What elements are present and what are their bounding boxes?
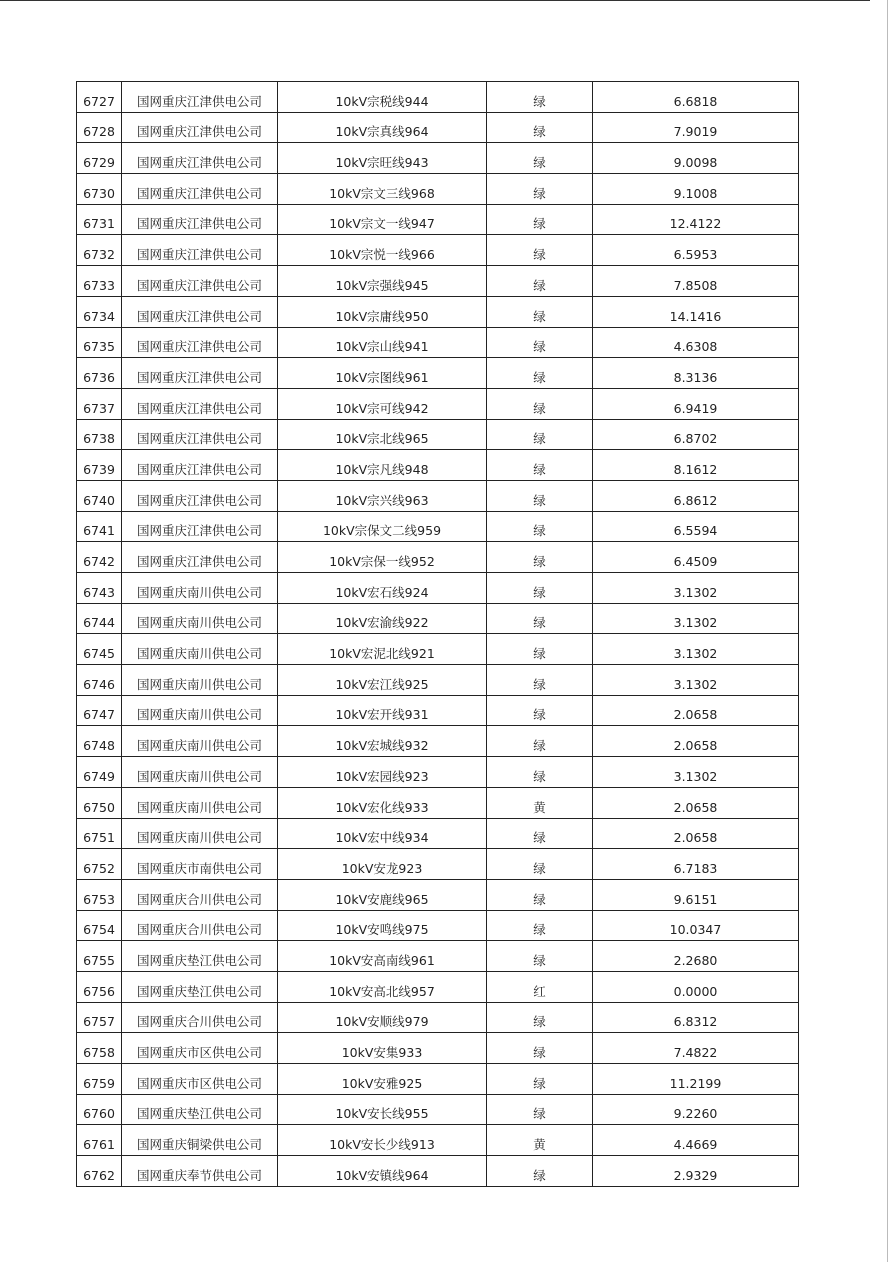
row-number-cell: 6735	[77, 327, 122, 358]
company-cell: 国网重庆江津供电公司	[122, 480, 278, 511]
row-number-cell: 6752	[77, 849, 122, 880]
row-number-cell: 6734	[77, 296, 122, 327]
line-name-cell: 10kV宗北线965	[278, 419, 487, 450]
line-name-cell: 10kV宏开线931	[278, 695, 487, 726]
row-number-cell: 6757	[77, 1002, 122, 1033]
page-edge	[887, 0, 888, 1262]
row-number-cell: 6748	[77, 726, 122, 757]
status-cell: 绿	[487, 327, 593, 358]
company-cell: 国网重庆江津供电公司	[122, 112, 278, 143]
row-number-cell: 6731	[77, 204, 122, 235]
row-number-cell: 6743	[77, 573, 122, 604]
company-cell: 国网重庆合川供电公司	[122, 910, 278, 941]
status-cell: 绿	[487, 757, 593, 788]
status-cell: 绿	[487, 358, 593, 389]
status-cell: 绿	[487, 879, 593, 910]
value-cell: 9.0098	[593, 143, 799, 174]
value-cell: 12.4122	[593, 204, 799, 235]
row-number-cell: 6740	[77, 480, 122, 511]
table-row	[77, 112, 799, 143]
company-cell: 国网重庆江津供电公司	[122, 143, 278, 174]
company-cell: 国网重庆市区供电公司	[122, 1064, 278, 1095]
line-name-cell: 10kV宏江线925	[278, 665, 487, 696]
value-cell: 2.0658	[593, 726, 799, 757]
table-row	[77, 634, 799, 665]
line-name-cell: 10kV宗文一线947	[278, 204, 487, 235]
table-row	[77, 1125, 799, 1156]
status-cell: 绿	[487, 1033, 593, 1064]
line-name-cell: 10kV安鹿线965	[278, 879, 487, 910]
status-cell: 绿	[487, 480, 593, 511]
company-cell: 国网重庆市南供电公司	[122, 849, 278, 880]
table-row	[77, 204, 799, 235]
value-cell: 2.0658	[593, 818, 799, 849]
status-cell: 绿	[487, 1064, 593, 1095]
value-cell: 11.2199	[593, 1064, 799, 1095]
line-name-cell: 10kV宏石线924	[278, 573, 487, 604]
company-cell: 国网重庆江津供电公司	[122, 419, 278, 450]
line-name-cell: 10kV宏渝线922	[278, 603, 487, 634]
line-name-cell: 10kV宗文三线968	[278, 174, 487, 205]
value-cell: 4.6308	[593, 327, 799, 358]
row-number-cell: 6741	[77, 511, 122, 542]
value-cell: 7.4822	[593, 1033, 799, 1064]
table-row	[77, 143, 799, 174]
table-row	[77, 358, 799, 389]
row-number-cell: 6760	[77, 1094, 122, 1125]
value-cell: 6.8312	[593, 1002, 799, 1033]
status-cell: 绿	[487, 573, 593, 604]
row-number-cell: 6737	[77, 388, 122, 419]
line-name-cell: 10kV安顺线979	[278, 1002, 487, 1033]
row-number-cell: 6746	[77, 665, 122, 696]
table-row	[77, 910, 799, 941]
value-cell: 6.9419	[593, 388, 799, 419]
status-cell: 绿	[487, 266, 593, 297]
value-cell: 3.1302	[593, 634, 799, 665]
line-name-cell: 10kV宗庸线950	[278, 296, 487, 327]
table-row	[77, 235, 799, 266]
row-number-cell: 6738	[77, 419, 122, 450]
company-cell: 国网重庆南川供电公司	[122, 634, 278, 665]
company-cell: 国网重庆南川供电公司	[122, 726, 278, 757]
line-name-cell: 10kV宗图线961	[278, 358, 487, 389]
status-cell: 黄	[487, 787, 593, 818]
line-name-cell: 10kV宏泥北线921	[278, 634, 487, 665]
table-row	[77, 450, 799, 481]
status-cell: 绿	[487, 1002, 593, 1033]
line-name-cell: 10kV宏园线923	[278, 757, 487, 788]
company-cell: 国网重庆江津供电公司	[122, 266, 278, 297]
company-cell: 国网重庆垫江供电公司	[122, 941, 278, 972]
value-cell: 2.9329	[593, 1156, 799, 1187]
company-cell: 国网重庆江津供电公司	[122, 358, 278, 389]
table-row	[77, 1002, 799, 1033]
line-name-cell: 10kV宗山线941	[278, 327, 487, 358]
line-name-cell: 10kV安雅925	[278, 1064, 487, 1095]
row-number-cell: 6747	[77, 695, 122, 726]
table-row	[77, 818, 799, 849]
status-cell: 绿	[487, 634, 593, 665]
row-number-cell: 6727	[77, 82, 122, 113]
value-cell: 6.5594	[593, 511, 799, 542]
company-cell: 国网重庆江津供电公司	[122, 511, 278, 542]
value-cell: 8.3136	[593, 358, 799, 389]
value-cell: 9.2260	[593, 1094, 799, 1125]
company-cell: 国网重庆南川供电公司	[122, 695, 278, 726]
status-cell: 绿	[487, 695, 593, 726]
status-cell: 绿	[487, 82, 593, 113]
table-body	[77, 82, 799, 1187]
status-cell: 绿	[487, 388, 593, 419]
company-cell: 国网重庆江津供电公司	[122, 388, 278, 419]
row-number-cell: 6728	[77, 112, 122, 143]
table-row	[77, 787, 799, 818]
table-row	[77, 419, 799, 450]
value-cell: 2.0658	[593, 787, 799, 818]
value-cell: 6.8612	[593, 480, 799, 511]
line-name-cell: 10kV宗凡线948	[278, 450, 487, 481]
company-cell: 国网重庆市区供电公司	[122, 1033, 278, 1064]
company-cell: 国网重庆南川供电公司	[122, 603, 278, 634]
line-name-cell: 10kV宏化线933	[278, 787, 487, 818]
line-name-cell: 10kV安龙923	[278, 849, 487, 880]
status-cell: 绿	[487, 818, 593, 849]
row-number-cell: 6758	[77, 1033, 122, 1064]
status-cell: 绿	[487, 1094, 593, 1125]
company-cell: 国网重庆南川供电公司	[122, 665, 278, 696]
status-cell: 绿	[487, 910, 593, 941]
line-name-cell: 10kV宗悦一线966	[278, 235, 487, 266]
company-cell: 国网重庆合川供电公司	[122, 1002, 278, 1033]
table-row	[77, 849, 799, 880]
status-cell: 绿	[487, 143, 593, 174]
value-cell: 2.2680	[593, 941, 799, 972]
row-number-cell: 6754	[77, 910, 122, 941]
value-cell: 6.5953	[593, 235, 799, 266]
table-row	[77, 1094, 799, 1125]
status-cell: 绿	[487, 419, 593, 450]
table-row	[77, 1064, 799, 1095]
value-cell: 8.1612	[593, 450, 799, 481]
table-row	[77, 480, 799, 511]
row-number-cell: 6753	[77, 879, 122, 910]
row-number-cell: 6755	[77, 941, 122, 972]
value-cell: 9.1008	[593, 174, 799, 205]
line-name-cell: 10kV安高北线957	[278, 971, 487, 1002]
row-number-cell: 6730	[77, 174, 122, 205]
table-row	[77, 542, 799, 573]
table-row	[77, 266, 799, 297]
company-cell: 国网重庆江津供电公司	[122, 235, 278, 266]
status-cell: 绿	[487, 542, 593, 573]
value-cell: 4.4669	[593, 1125, 799, 1156]
row-number-cell: 6759	[77, 1064, 122, 1095]
line-name-cell: 10kV宗真线964	[278, 112, 487, 143]
status-cell: 绿	[487, 603, 593, 634]
value-cell: 7.8508	[593, 266, 799, 297]
line-name-cell: 10kV宏城线932	[278, 726, 487, 757]
value-cell: 10.0347	[593, 910, 799, 941]
line-name-cell: 10kV安鸣线975	[278, 910, 487, 941]
table-row	[77, 174, 799, 205]
company-cell: 国网重庆垫江供电公司	[122, 971, 278, 1002]
value-cell: 6.4509	[593, 542, 799, 573]
status-cell: 绿	[487, 849, 593, 880]
status-cell: 绿	[487, 204, 593, 235]
line-name-cell: 10kV安长少线913	[278, 1125, 487, 1156]
value-cell: 14.1416	[593, 296, 799, 327]
company-cell: 国网重庆铜梁供电公司	[122, 1125, 278, 1156]
status-cell: 绿	[487, 112, 593, 143]
row-number-cell: 6733	[77, 266, 122, 297]
line-name-cell: 10kV安长线955	[278, 1094, 487, 1125]
status-cell: 绿	[487, 511, 593, 542]
table-row	[77, 1156, 799, 1187]
value-cell: 3.1302	[593, 665, 799, 696]
value-cell: 0.0000	[593, 971, 799, 1002]
company-cell: 国网重庆江津供电公司	[122, 82, 278, 113]
company-cell: 国网重庆江津供电公司	[122, 204, 278, 235]
status-cell: 绿	[487, 1156, 593, 1187]
status-cell: 绿	[487, 450, 593, 481]
value-cell: 9.6151	[593, 879, 799, 910]
table-row	[77, 327, 799, 358]
line-name-cell: 10kV宗旺线943	[278, 143, 487, 174]
row-number-cell: 6762	[77, 1156, 122, 1187]
row-number-cell: 6732	[77, 235, 122, 266]
company-cell: 国网重庆江津供电公司	[122, 174, 278, 205]
table-row	[77, 726, 799, 757]
company-cell: 国网重庆南川供电公司	[122, 757, 278, 788]
table-row	[77, 695, 799, 726]
status-cell: 红	[487, 971, 593, 1002]
status-cell: 绿	[487, 174, 593, 205]
table-row	[77, 82, 799, 113]
company-cell: 国网重庆江津供电公司	[122, 327, 278, 358]
row-number-cell: 6751	[77, 818, 122, 849]
row-number-cell: 6729	[77, 143, 122, 174]
value-cell: 6.6818	[593, 82, 799, 113]
row-number-cell: 6744	[77, 603, 122, 634]
company-cell: 国网重庆江津供电公司	[122, 542, 278, 573]
value-cell: 3.1302	[593, 603, 799, 634]
table-row	[77, 971, 799, 1002]
row-number-cell: 6742	[77, 542, 122, 573]
value-cell: 3.1302	[593, 573, 799, 604]
table-row	[77, 879, 799, 910]
data-table	[76, 81, 799, 1187]
company-cell: 国网重庆南川供电公司	[122, 573, 278, 604]
row-number-cell: 6749	[77, 757, 122, 788]
table-row	[77, 388, 799, 419]
table-row	[77, 1033, 799, 1064]
value-cell: 7.9019	[593, 112, 799, 143]
row-number-cell: 6761	[77, 1125, 122, 1156]
value-cell: 6.7183	[593, 849, 799, 880]
table-row	[77, 603, 799, 634]
status-cell: 绿	[487, 296, 593, 327]
table-row	[77, 573, 799, 604]
status-cell: 绿	[487, 665, 593, 696]
status-cell: 绿	[487, 235, 593, 266]
page-edge	[0, 0, 870, 1]
company-cell: 国网重庆江津供电公司	[122, 450, 278, 481]
line-name-cell: 10kV安高南线961	[278, 941, 487, 972]
table-row	[77, 296, 799, 327]
line-name-cell: 10kV宗保文二线959	[278, 511, 487, 542]
row-number-cell: 6750	[77, 787, 122, 818]
table-row	[77, 941, 799, 972]
line-name-cell: 10kV宗税线944	[278, 82, 487, 113]
company-cell: 国网重庆合川供电公司	[122, 879, 278, 910]
line-name-cell: 10kV安镇线964	[278, 1156, 487, 1187]
row-number-cell: 6745	[77, 634, 122, 665]
status-cell: 绿	[487, 941, 593, 972]
table-row	[77, 511, 799, 542]
line-name-cell: 10kV宗强线945	[278, 266, 487, 297]
value-cell: 6.8702	[593, 419, 799, 450]
row-number-cell: 6736	[77, 358, 122, 389]
company-cell: 国网重庆奉节供电公司	[122, 1156, 278, 1187]
company-cell: 国网重庆垫江供电公司	[122, 1094, 278, 1125]
line-name-cell: 10kV宗保一线952	[278, 542, 487, 573]
company-cell: 国网重庆江津供电公司	[122, 296, 278, 327]
company-cell: 国网重庆南川供电公司	[122, 787, 278, 818]
value-cell: 2.0658	[593, 695, 799, 726]
row-number-cell: 6756	[77, 971, 122, 1002]
value-cell: 3.1302	[593, 757, 799, 788]
line-name-cell: 10kV宗可线942	[278, 388, 487, 419]
row-number-cell: 6739	[77, 450, 122, 481]
table-row	[77, 665, 799, 696]
line-name-cell: 10kV安集933	[278, 1033, 487, 1064]
status-cell: 黄	[487, 1125, 593, 1156]
table-row	[77, 757, 799, 788]
line-name-cell: 10kV宏中线934	[278, 818, 487, 849]
line-name-cell: 10kV宗兴线963	[278, 480, 487, 511]
status-cell: 绿	[487, 726, 593, 757]
company-cell: 国网重庆南川供电公司	[122, 818, 278, 849]
